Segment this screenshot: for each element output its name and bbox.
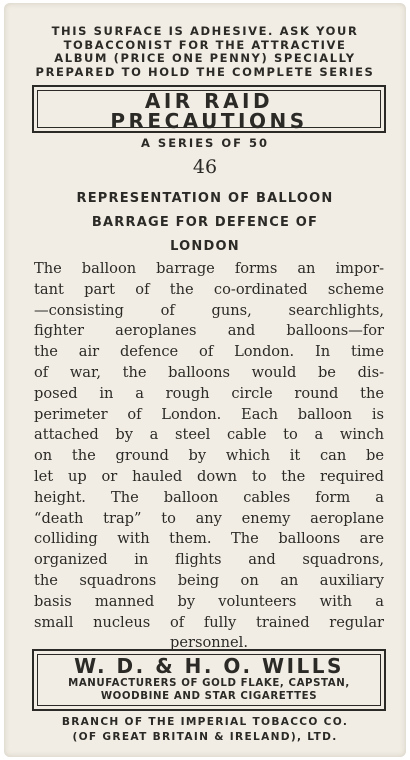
text-line: height. The balloon cables form a — [34, 488, 384, 506]
text-line: let up or hauled down to the required — [34, 467, 384, 485]
text-line: personnel. — [170, 634, 248, 652]
text-line: colliding with them. The balloons are — [34, 530, 384, 548]
adhesive-notice — [4, 25, 406, 79]
series-title-box — [32, 85, 386, 133]
notice-line: TOBACCONIST FOR THE ATTRACTIVE — [63, 37, 347, 52]
series-title-line-2: PRECAUTIONS — [110, 109, 308, 133]
notice-line: THIS SURFACE IS ADHESIVE. ASK YOUR — [51, 24, 359, 38]
text-line: organized in flights and squadrons, — [34, 551, 384, 569]
text-line: small nucleus of fully trained regular — [34, 613, 384, 631]
text-line: of war, the balloons would be dis- — [34, 363, 384, 381]
heading-line: LONDON — [170, 239, 240, 254]
text-line: —consisting of guns, searchlights, — [34, 301, 384, 319]
heading-line: BARRAGE FOR DEFENCE OF — [91, 215, 319, 230]
text-line: fighter aeroplanes and balloons—for — [34, 322, 384, 340]
card-number: 46 — [192, 156, 218, 178]
description-text — [34, 259, 384, 654]
cigarette-card — [4, 3, 406, 757]
card-heading — [4, 187, 406, 259]
notice-line: PREPARED TO HOLD THE COMPLETE SERIES — [35, 64, 375, 79]
text-line: attached by a steel cable to a winch — [34, 426, 384, 444]
footer-line: BRANCH OF THE IMPERIAL TOBACCO CO. — [61, 716, 349, 728]
text-line: posed in a rough circle round the — [34, 384, 384, 402]
text-line: basis manned by volunteers with a — [34, 592, 384, 610]
text-line: the air defence of London. In time — [34, 343, 384, 361]
text-line: The balloon barrage forms an impor- — [34, 260, 384, 277]
brands-line: MANUFACTURERS OF GOLD FLAKE, CAPSTAN, — [68, 678, 350, 689]
manufacturer-name: W. D. & H. O. WILLS — [74, 654, 344, 678]
manufacturer-box — [32, 649, 386, 711]
notice-line: ALBUM (PRICE ONE PENNY) SPECIALLY — [54, 51, 356, 65]
series-title-line-1: AIR RAID — [144, 89, 274, 113]
company-footer — [4, 715, 406, 745]
text-line: on the ground by which it can be — [34, 447, 384, 465]
brands-line: WOODBINE AND STAR CIGARETTES — [100, 691, 318, 702]
text-line: tant part of the co-ordinated scheme — [34, 280, 384, 298]
text-line: “death trap” to any enemy aeroplane — [34, 509, 384, 527]
text-line: the squadrons being on an auxiliary — [34, 571, 384, 589]
footer-line: (OF GREAT BRITAIN & IRELAND), LTD. — [72, 731, 338, 743]
heading-line: REPRESENTATION OF BALLOON — [76, 191, 334, 206]
series-count: A SERIES OF 50 — [141, 136, 269, 150]
text-line: perimeter of London. Each balloon is — [34, 405, 384, 423]
